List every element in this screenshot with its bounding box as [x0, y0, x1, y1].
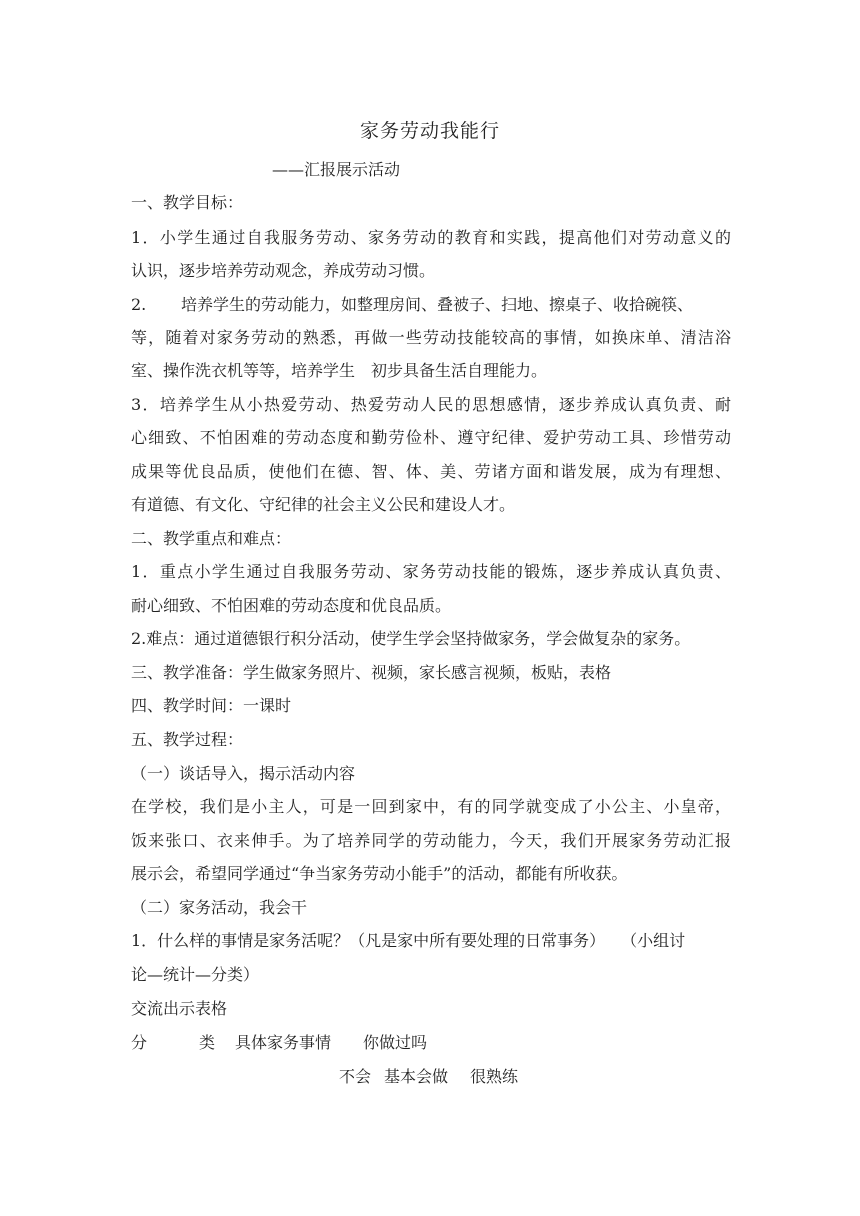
table-header-cell: 你做过吗 — [363, 1033, 428, 1052]
document-title: 家务劳动我能行 — [359, 120, 500, 142]
table-header-cell: 基本会做 — [384, 1067, 449, 1086]
paragraph-line: 交流出示表格 — [131, 999, 228, 1018]
table-header-cell: 不会 — [339, 1067, 372, 1086]
section-heading-objectives: 一、教学目标： — [131, 193, 244, 212]
paragraph-line: 心细致、不怕困难的劳动态度和勤劳俭朴、遵守纪律、爱护劳动工具、珍惜劳动 — [131, 428, 731, 447]
paragraph-line: 2.难点：通过道德银行积分活动，使学生学会坚持做家务，学会做复杂的家务。 — [131, 629, 691, 648]
paragraph-line: 有道德、有文化、守纪律的社会主义公民和建设人才。 — [131, 495, 516, 514]
table-header-row — [131, 1030, 731, 1053]
paragraph-line — [131, 292, 731, 315]
table-subheader-row — [339, 1064, 639, 1087]
paragraph-text: 培养学生的劳动能力，如整理房间、叠被子、扫地、擦桌子、收拾碗筷、 — [181, 295, 694, 314]
paragraph-line: 认识，逐步培养劳动观念，养成劳动习惯。 — [131, 261, 436, 280]
table-header-cell: 类 — [199, 1033, 216, 1052]
paragraph-line: 等，随着对家务劳动的熟悉，再做一些劳动技能较高的事情，如换床单、清洁浴 — [131, 328, 731, 347]
list-number: 2. — [131, 295, 147, 314]
paragraph-line: 1．什么样的事情是家务活呢？（凡是家中所有要处理的日常事务） （小组讨 — [131, 931, 686, 950]
section-heading-keypoints: 二、教学重点和难点： — [131, 529, 292, 548]
paragraph-line: 在学校，我们是小主人，可是一回到家中，有的同学就变成了小公主、小皇帝， — [131, 797, 731, 816]
step-heading: （一）谈话导入，揭示活动内容 — [131, 764, 356, 783]
paragraph-line: 室、操作洗衣机等等，培养学生 初步具备生活自理能力。 — [131, 361, 548, 380]
section-heading-process: 五、教学过程： — [131, 730, 244, 749]
paragraph-line: 成果等优良品质，使他们在德、智、体、美、劳诸方面和谐发展，成为有理想、 — [131, 462, 731, 481]
paragraph-line: 1．重点小学生通过自我服务劳动、家务劳动技能的锻炼，逐步养成认真负责、 — [131, 562, 731, 581]
table-header-cell: 分 — [131, 1033, 148, 1052]
table-header-cell: 具体家务事情 — [235, 1033, 332, 1052]
paragraph-line: 1．小学生通过自我服务劳动、家务劳动的教育和实践，提高他们对劳动意义的 — [131, 228, 731, 247]
document-subtitle: ——汇报展示活动 — [272, 160, 401, 179]
step-heading: （二）家务活动，我会干 — [131, 898, 308, 917]
section-heading-time: 四、教学时间：一课时 — [131, 696, 292, 715]
paragraph-line: 展示会，希望同学通过“争当家务劳动小能手”的活动，都能有所收获。 — [131, 864, 628, 883]
table-header-cell: 很熟练 — [470, 1067, 519, 1086]
section-heading-preparation: 三、教学准备：学生做家务照片、视频，家长感言视频，板贴，表格 — [131, 663, 612, 682]
paragraph-line: 论—统计—分类） — [131, 965, 260, 984]
paragraph-line: 3．培养学生从小热爱劳动、热爱劳动人民的思想感情，逐步养成认真负责、耐 — [131, 395, 731, 414]
paragraph-line: 饭来张口、衣来伸手。为了培养同学的劳动能力，今天，我们开展家务劳动汇报 — [131, 831, 731, 850]
paragraph-line: 耐心细致、不怕困难的劳动态度和优良品质。 — [131, 596, 452, 615]
